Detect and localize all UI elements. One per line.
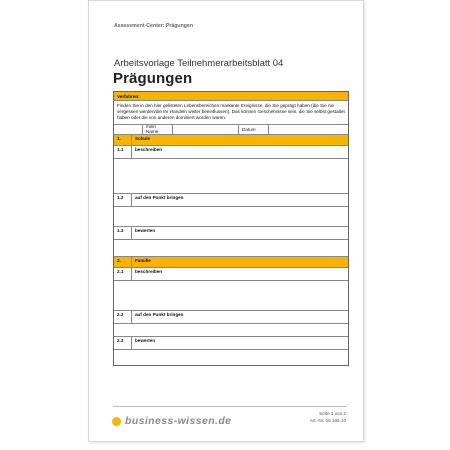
page-number: Seite 1 von 2 bbox=[319, 411, 346, 416]
item-label: bewerten bbox=[135, 228, 156, 234]
item-row bbox=[114, 311, 348, 324]
document-title: Prägungen bbox=[113, 70, 193, 87]
item-label: auf den Punkt bringen bbox=[135, 195, 184, 201]
item-number: 1.3 bbox=[114, 227, 132, 239]
name-field[interactable] bbox=[173, 125, 239, 134]
item-number: 1.2 bbox=[114, 194, 132, 206]
item-row bbox=[114, 268, 348, 281]
section-number: 1. bbox=[114, 135, 132, 145]
item-number: 2.1 bbox=[114, 268, 132, 280]
document-subtitle: Arbeitsvorlage Teilnehmerarbeitsblatt 04 bbox=[114, 58, 284, 69]
date-label: Datum bbox=[239, 125, 269, 134]
logo-text: business-wissen.de bbox=[125, 415, 232, 427]
answer-area[interactable] bbox=[114, 207, 348, 227]
form-fields-row bbox=[114, 125, 348, 135]
section-heading-row bbox=[114, 135, 348, 146]
footer-meta bbox=[310, 410, 346, 424]
brand-logo bbox=[112, 415, 231, 427]
item-number: 1.1 bbox=[114, 146, 132, 158]
form-blank-cell bbox=[114, 125, 143, 134]
procedure-heading-row bbox=[114, 92, 348, 101]
section-heading-row bbox=[114, 257, 348, 268]
section-number: 2. bbox=[114, 257, 132, 267]
item-label: beschreiben bbox=[135, 147, 163, 153]
section-title: Familie bbox=[135, 258, 151, 264]
answer-area[interactable] bbox=[114, 324, 348, 337]
item-row bbox=[114, 227, 348, 240]
item-row bbox=[114, 146, 348, 159]
item-number: 2.3 bbox=[114, 337, 132, 349]
article-number: Art.-Nr. 06.166.10 bbox=[309, 418, 346, 423]
procedure-text-row bbox=[114, 101, 348, 125]
item-label: beschreiben bbox=[135, 269, 163, 275]
answer-area[interactable] bbox=[114, 240, 348, 257]
item-label: bewerten bbox=[135, 338, 156, 344]
section-title: Schule bbox=[135, 136, 151, 142]
answer-area[interactable] bbox=[114, 281, 348, 311]
name-label: mein Name bbox=[143, 125, 173, 134]
logo-dot-icon bbox=[112, 417, 121, 426]
item-label: auf den Punkt bringen bbox=[135, 312, 184, 318]
item-number: 2.2 bbox=[114, 311, 132, 323]
item-row bbox=[114, 337, 348, 350]
answer-area[interactable] bbox=[114, 350, 348, 365]
worksheet-table bbox=[113, 91, 349, 366]
procedure-heading: Verfahren: bbox=[114, 92, 348, 100]
item-row bbox=[114, 194, 348, 207]
document-header-label: Assessment-Center: Prägungen bbox=[114, 23, 193, 29]
answer-area[interactable] bbox=[114, 159, 348, 194]
footer-divider bbox=[113, 406, 347, 407]
date-field[interactable] bbox=[269, 125, 348, 134]
procedure-text: Finden Sie in den hier gelisteten Lebensbereichen markante Ereignisse, die Sie geprägt haben (die Sie nie vergessen werden/die Ihr Handeln weiter beeinflussen). Das können Geschehnisse sein, die Sie selbst gestaltet haben oder die von anderen dominiert worden waren. bbox=[117, 103, 345, 121]
